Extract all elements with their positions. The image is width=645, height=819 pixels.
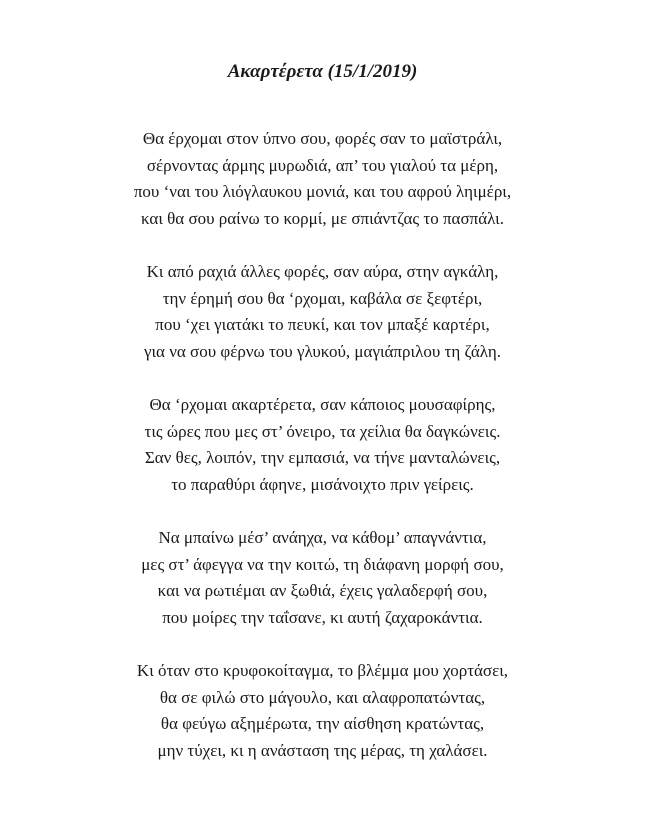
stanza-2 [0, 259, 645, 365]
poem-line: σέρνοντας άρμης μυρωδιά, απ’ του γιαλού τα μέρη, [146, 155, 499, 175]
poem-line: και να ρωτιέμαι αν ξωθιά, έχεις γαλαδερφή σου, [157, 581, 488, 600]
stanza-1 [0, 126, 645, 232]
poem-line: Κι όταν στο κρυφοκοίταγμα, το βλέμμα μου χορτάσει, [136, 661, 509, 680]
poem-line: Σαν θες, λοιπόν, την εμπασιά, να τήνε μανταλώνεις, [144, 448, 501, 467]
poem-line: το παραθύρι άφηνε, μισάνοιχτο πριν γείρεις. [171, 474, 474, 494]
poem-line: Θα έρχομαι στον ύπνο σου, φορές σαν το μαϊστράλι, [142, 129, 503, 148]
poem-line: και θα σου ραίνω το κορμί, με σπιάντζας το πασπάλι. [141, 208, 504, 228]
poem-line: μες στ’ άφεγγα να την κοιτώ, τη διάφανη μορφή σου, [141, 554, 504, 574]
poem-line: που μοίρες την ταΐσανε, κι αυτή ζαχαροκάντια. [162, 607, 483, 627]
poem-body [0, 126, 645, 791]
poem-line: την έρημή σου θα ‘ρχομαι, καβάλα σε ξεφτέρι, [162, 288, 483, 308]
poem-line: θα σε φιλώ στο μάγουλο, και αλαφροπατώντας, [159, 687, 486, 707]
poem-line: τις ώρες που μες στ’ όνειρο, τα χείλια θα δαγκώνεις. [144, 421, 501, 441]
poem-title: Ακαρτέρετα (15/1/2019) [227, 61, 418, 82]
poem-line: Να μπαίνω μέσ’ ανάηχα, να κάθομ’ απαγνάντια, [158, 528, 487, 547]
poem-line: που ‘ναι του λιόγλαυκου μονιά, και του αφρού ληιμέρι, [133, 182, 512, 201]
poem-line: μην τύχει, κι η ανάσταση της μέρας, τη χαλάσει. [157, 740, 488, 760]
poem-line: Θα ‘ρχομαι ακαρτέρετα, σαν κάποιος μουσαφίρης, [149, 395, 496, 414]
stanza-5 [0, 658, 645, 764]
poem-line: Κι από ραχιά άλλες φορές, σαν αύρα, στην αγκάλη, [146, 262, 499, 281]
poem-line: για να σου φέρνω του γλυκού, μαγιάπριλου τη ζάλη. [143, 341, 502, 361]
stanza-4 [0, 525, 645, 631]
poem-line: θα φεύγω αξημέρωτα, την αίσθηση κρατώντας, [160, 714, 485, 733]
poem-line: που ‘χει γιατάκι το πευκί, και τον μπαξέ καρτέρι, [155, 315, 490, 334]
stanza-3 [0, 392, 645, 498]
